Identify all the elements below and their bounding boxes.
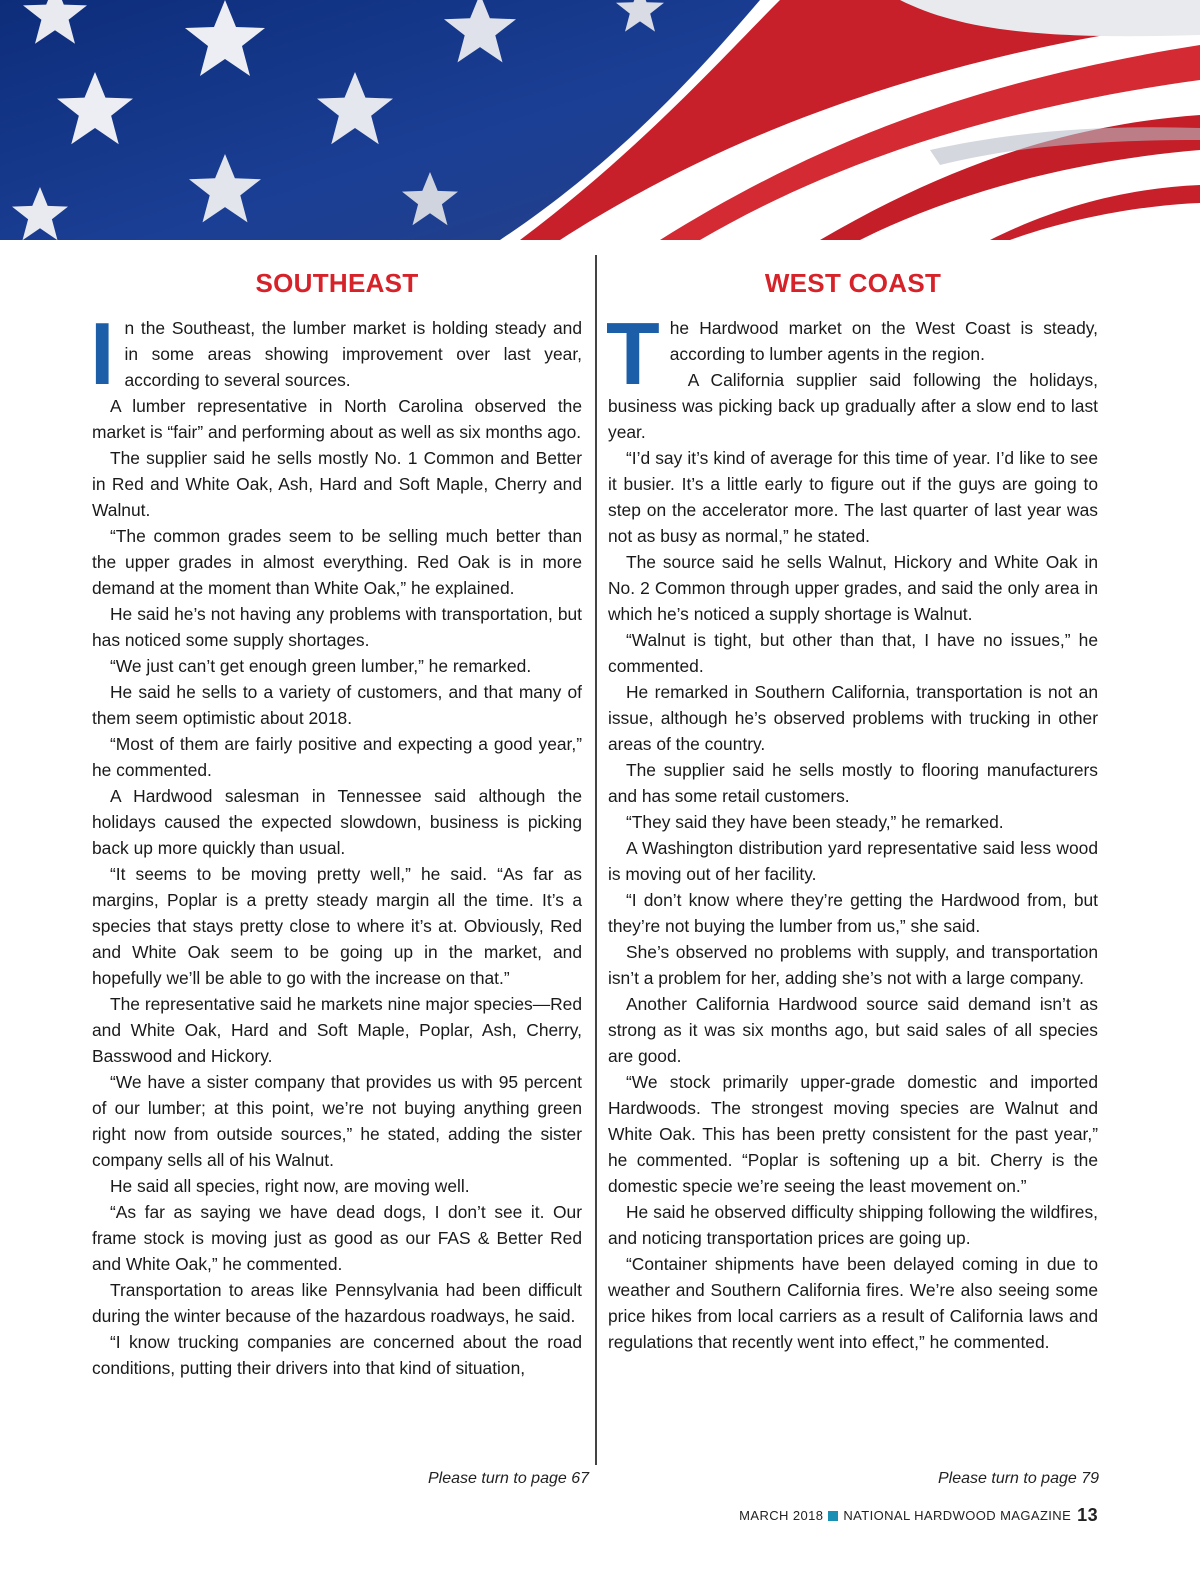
westcoast-paragraph: He said he observed difficulty shipping following the wildfires, and noticing transportation prices are going up. [608, 1202, 1098, 1248]
westcoast-paragraph: “They said they have been steady,” he remarked. [626, 812, 1004, 832]
westcoast-paragraph: The source said he sells Walnut, Hickory and White Oak in No. 2 Common through upper grades, and said the only area in which he’s noticed a supply shortage is Walnut. [608, 552, 1098, 624]
westcoast-paragraph: A California supplier said following the holidays, business was picking back up gradually after a slow end to last year. [608, 370, 1098, 442]
page-number: 13 [1077, 1505, 1098, 1525]
westcoast-dropcap: T [606, 321, 660, 387]
southeast-dropcap: I [90, 321, 115, 387]
southeast-paragraph: A Hardwood salesman in Tennessee said although the holidays caused the expected slowdown, business is picking back up more quickly than usual. [92, 786, 582, 858]
american-flag-image [0, 0, 1200, 240]
southeast-paragraph: “The common grades seem to be selling much better than the upper grades in almost everything. Red Oak is in more demand at the moment than White Oak,” he explained. [92, 526, 582, 598]
westcoast-paragraph: The Hardwood market on the West Coast is steady, according to lumber agents in the region. [606, 318, 1098, 387]
southeast-paragraph: “It seems to be moving pretty well,” he said. “As far as margins, Poplar is a pretty steady margin all the time. It’s a species that stays pretty close to where it’s at. Obviously, Red and White Oak seem to be going up in the market, and hopefully we’ll be able to go with the increase on that.” [92, 864, 582, 988]
southeast-paragraph: The representative said he markets nine major species—Red and White Oak, Hard and Soft Maple, Poplar, Ash, Cherry, Basswood and Hickory. [92, 994, 582, 1066]
westcoast-heading: WEST COAST [764, 268, 942, 298]
southeast-continued-link[interactable]: Please turn to page 67 [428, 1470, 590, 1487]
westcoast-paragraph: “We stock primarily upper-grade domestic and imported Hardwoods. The strongest moving species are Walnut and White Oak. This has been pretty consistent for the past year,” he commented. “Poplar is softening up a bit. Cherry is the domestic specie we’re seeing the least movement on.” [608, 1072, 1098, 1196]
southeast-paragraph: “Most of them are fairly positive and expecting a good year,” he commented. [92, 734, 582, 780]
footer-issue: MARCH 2018 [739, 1508, 824, 1523]
southeast-paragraph: The supplier said he sells mostly No. 1 Common and Better in Red and White Oak, Ash, Hard and Soft Maple, Cherry and Walnut. [92, 448, 582, 520]
page-footer [739, 1505, 1098, 1526]
southeast-heading: SOUTHEAST [255, 268, 419, 298]
footer-square-icon [828, 1511, 838, 1521]
westcoast-paragraph: A Washington distribution yard representative said less wood is moving out of her facility. [608, 838, 1098, 884]
southeast-paragraph: In the Southeast, the lumber market is holding steady and in some areas showing improvement over last year, according to several sources. [90, 318, 582, 390]
westcoast-paragraph: He remarked in Southern California, transportation is not an issue, although he’s observed problems with trucking in other areas of the country. [608, 682, 1098, 754]
westcoast-paragraph: The supplier said he sells mostly to flooring manufacturers and has some retail customers. [608, 760, 1098, 806]
westcoast-paragraph: “I don’t know where they’re getting the Hardwood from, but they’re not buying the lumber from us,” she said. [608, 890, 1098, 936]
westcoast-paragraph: She’s observed no problems with supply, and transportation isn’t a problem for her, adding she’s not with a large company. [608, 942, 1098, 988]
column-divider [595, 255, 597, 1465]
southeast-body [92, 315, 582, 1381]
southeast-paragraph: He said he sells to a variety of customers, and that many of them seem optimistic about 2018. [92, 682, 582, 728]
southeast-paragraph: “We have a sister company that provides us with 95 percent of our lumber; at this point, we’re not buying anything green right now from outside sources,” he stated, adding the sister company sells all of his Walnut. [92, 1072, 582, 1170]
westcoast-body [608, 315, 1098, 1355]
southeast-paragraph: He said he’s not having any problems with transportation, but has noticed some supply shortages. [92, 604, 582, 650]
westcoast-continued-link[interactable]: Please turn to page 79 [938, 1470, 1100, 1487]
southeast-paragraph: “I know trucking companies are concerned about the road conditions, putting their drivers into that kind of situation, [92, 1332, 582, 1378]
westcoast-paragraph: “Container shipments have been delayed coming in due to weather and Southern California fires. We’re also seeing some price hikes from local carriers as a result of California laws and regulations that recently went into effect,” he commented. [608, 1254, 1098, 1352]
southeast-column [92, 268, 582, 1381]
footer-magazine: NATIONAL HARDWOOD MAGAZINE [843, 1508, 1072, 1523]
westcoast-column [608, 268, 1098, 1355]
southeast-paragraph: Transportation to areas like Pennsylvania had been difficult during the winter because of the hazardous roadways, he said. [92, 1280, 582, 1326]
southeast-paragraph: He said all species, right now, are moving well. [110, 1176, 470, 1196]
westcoast-paragraph: “I’d say it’s kind of average for this time of year. I’d like to see it busier. It’s a little early to figure out if the guys are going to step on the accelerator more. The last quarter of last year was not as busy as normal,” he stated. [608, 448, 1098, 546]
southeast-paragraph: “We just can’t get enough green lumber,” he remarked. [110, 656, 532, 676]
southeast-paragraph: “As far as saying we have dead dogs, I don’t see it. Our frame stock is moving just as good as our FAS & Better Red and White Oak,” he commented. [92, 1202, 582, 1274]
westcoast-paragraph: “Walnut is tight, but other than that, I have no issues,” he commented. [608, 630, 1098, 676]
westcoast-paragraph: Another California Hardwood source said demand isn’t as strong as it was six months ago, but said sales of all species are good. [608, 994, 1098, 1066]
southeast-paragraph: A lumber representative in North Carolina observed the market is “fair” and performing about as well as six months ago. [92, 396, 582, 442]
flag-banner [0, 0, 1200, 240]
